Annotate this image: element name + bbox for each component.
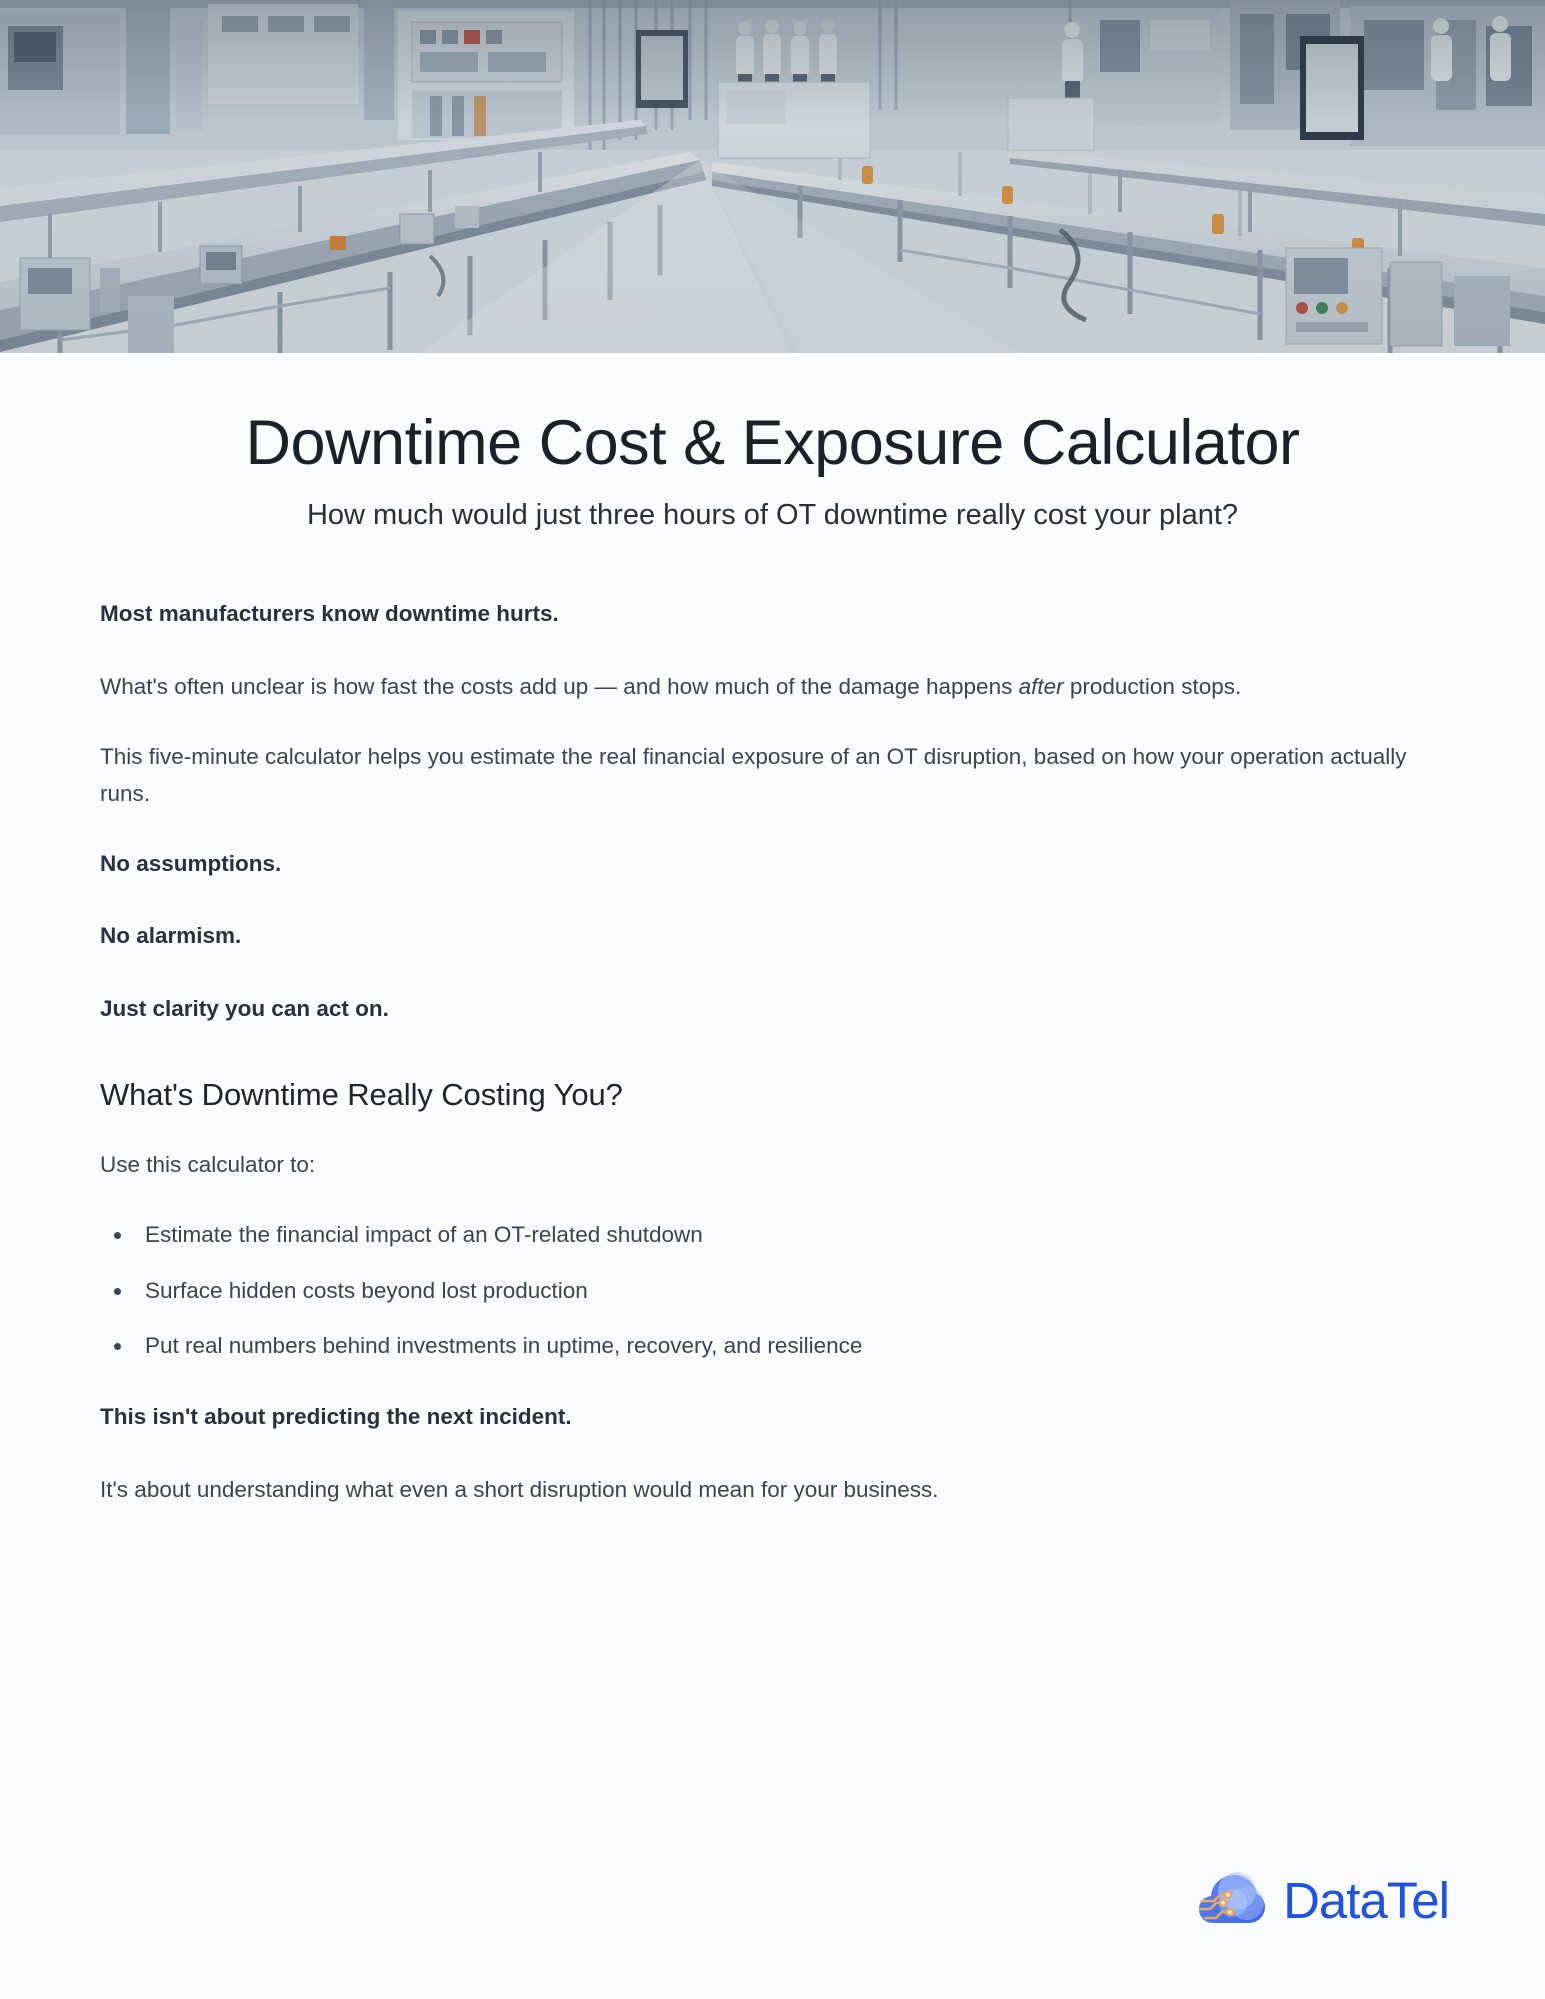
list-item: Estimate the financial impact of an OT-related shutdown (100, 1218, 1445, 1253)
list-item: Put real numbers behind investments in uptime, recovery, and resilience (100, 1329, 1445, 1364)
intro-p1-part2: production stops. (1063, 673, 1242, 699)
factory-conveyor-photo (0, 0, 1545, 353)
list-lead-in: Use this calculator to: (100, 1152, 316, 1178)
lead-statement: Most manufacturers know downtime hurts. (100, 601, 559, 627)
intro-p1-part1: What's often unclear is how fast the costs add up — and how much of the damage happens (100, 673, 1019, 699)
benefits-list (100, 1218, 1445, 1365)
hero-image (0, 0, 1545, 353)
page-title: Downtime Cost & Exposure Calculator (245, 408, 1300, 478)
claim-no-alarmism: No alarmism. (100, 923, 242, 949)
page-subtitle: How much would just three hours of OT downtime really cost your plant? (306, 498, 1239, 531)
list-item: Surface hidden costs beyond lost production (100, 1274, 1445, 1309)
intro-p1-emphasis: after (1018, 673, 1064, 699)
claim-no-assumptions: No assumptions. (100, 850, 282, 876)
body-copy (100, 596, 1445, 1508)
list-spacer (100, 1385, 1445, 1399)
closing-paragraph: It's about understanding what even a short disruption would mean for your business. (100, 1476, 939, 1502)
main-content (0, 408, 1545, 1508)
intro-paragraph-2: This five-minute calculator helps you estimate the real financial exposure of an OT disruption, based on how your operation actually runs. (100, 744, 1407, 806)
footer-logo (1197, 1869, 1449, 1931)
closing-statement: This isn't about predicting the next incident. (100, 1404, 572, 1430)
cloud-circuit-icon (1197, 1869, 1265, 1931)
brand-wordmark: DataTel (1283, 1871, 1449, 1929)
claim-just-clarity: Just clarity you can act on. (100, 995, 389, 1021)
intro-paragraph-1 (100, 669, 1445, 705)
section-heading: What's Downtime Really Costing You? (100, 1077, 623, 1113)
